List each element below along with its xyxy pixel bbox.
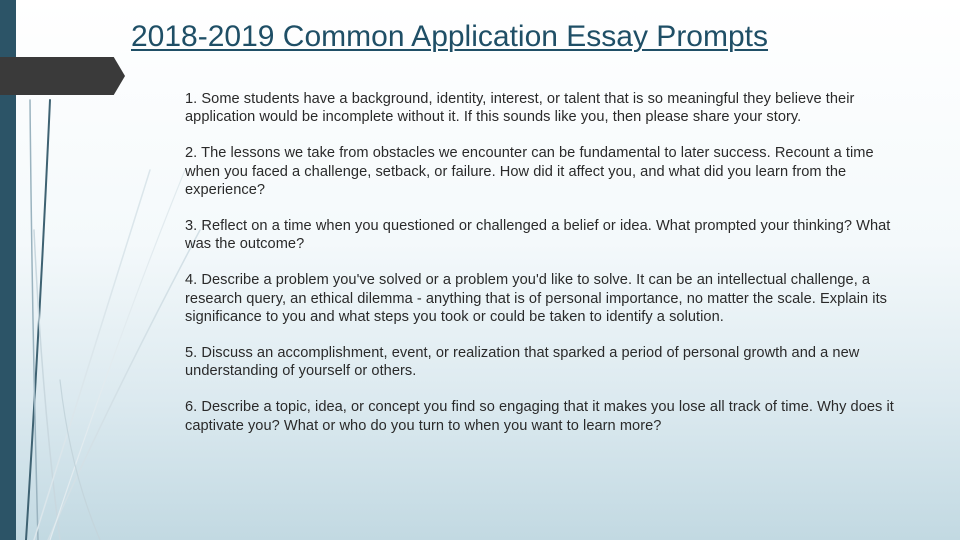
prompt-item-5: 5. Discuss an accomplishment, event, or realization that sparked a period of personal growth and a new understanding of yourself or others. — [185, 345, 860, 380]
page-title: 2018-2019 Common Application Essay Prompts — [131, 20, 769, 53]
decor-line — [60, 380, 100, 540]
decor-line — [26, 100, 50, 540]
prompt-item-4: 4. Describe a problem you've solved or a problem you'd like to solve. It can be an intellectual challenge, a research query, an ethical dilemma - anything that is of personal importance, no matter the scale. Explain its significance to you and what steps you took or could be taken to identify a solution. — [185, 272, 888, 325]
title-tab-marker — [0, 57, 125, 95]
decor-line — [34, 170, 150, 540]
prompt-item-3: 3. Reflect on a time when you questioned or challenged a belief or idea. What prompted your thinking? What was the outcome? — [185, 218, 891, 253]
decor-line — [50, 170, 185, 540]
decor-line — [48, 230, 200, 540]
prompt-item-6: 6. Describe a topic, idea, or concept you find so engaging that it makes you lose all track of time. Why does it captivate you? What or who do you turn to when you want to learn more? — [185, 399, 894, 434]
prompt-item-2: 2. The lessons we take from obstacles we encounter can be fundamental to later success. Recount a time when you faced a challenge, setback, or failure. How did it affect you, and what did you learn from the experience? — [185, 145, 874, 198]
decor-line — [30, 100, 38, 540]
decor-line — [34, 230, 60, 540]
prompt-list — [185, 90, 905, 435]
prompt-item-1: 1. Some students have a background, identity, interest, or talent that is so meaningful they believe their application would be incomplete without it. If this sounds like you, then please share your story. — [185, 91, 855, 126]
